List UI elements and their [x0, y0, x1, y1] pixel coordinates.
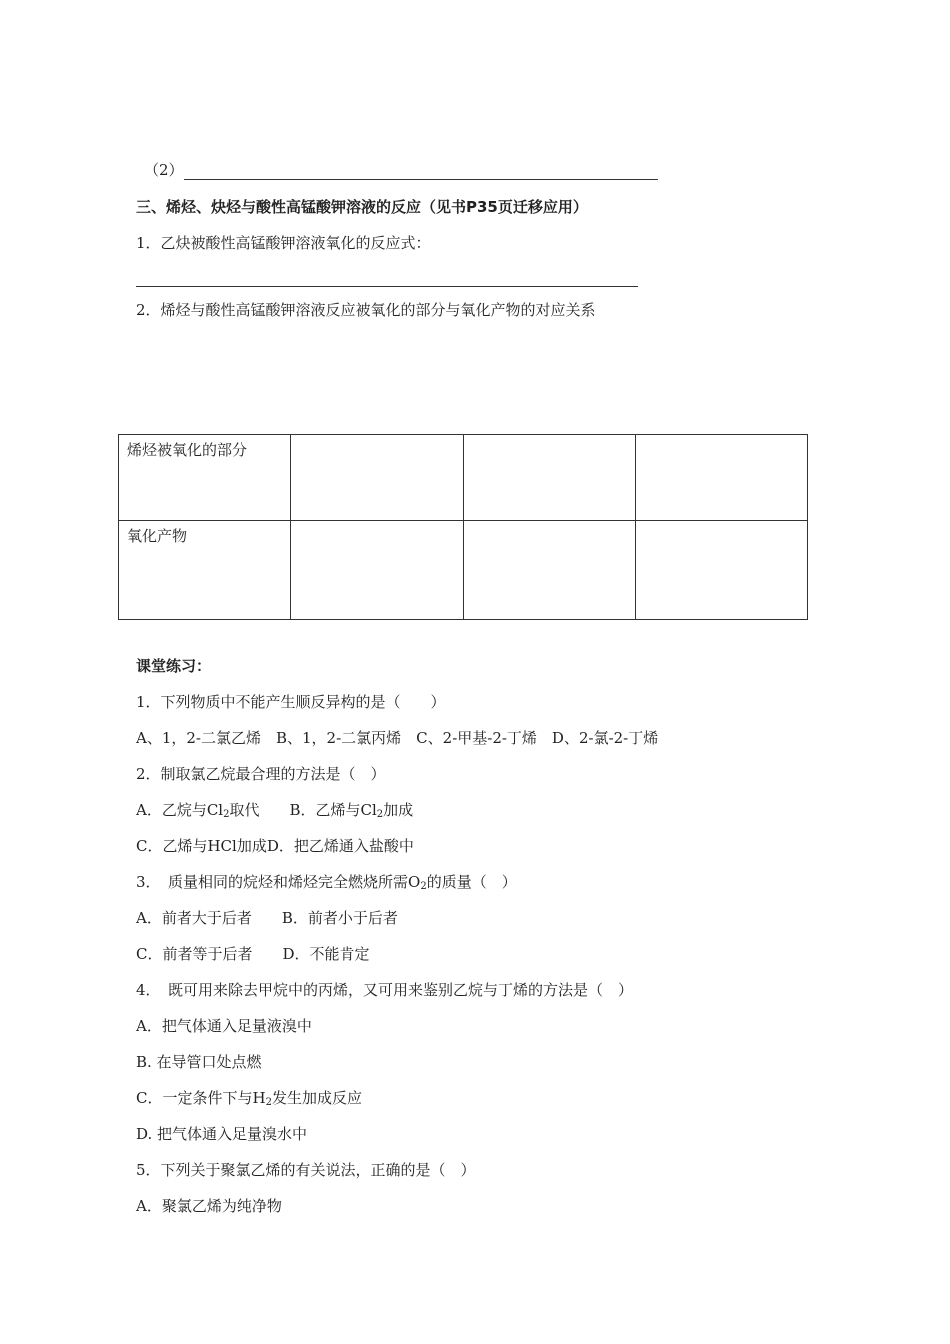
question-2-options-cd: C．乙烯与HCl加成D．把乙烯通入盐酸中	[136, 837, 414, 855]
answer-line	[136, 286, 638, 287]
option-text: 取代 B．乙烯与Cl	[229, 801, 377, 819]
question-1: 1．下列物质中不能产生顺反异构的是（ ）	[136, 693, 446, 711]
table-cell-empty	[291, 521, 463, 620]
question-text: 的质量（ ）	[426, 873, 517, 891]
table-cell-empty	[635, 521, 807, 620]
table-cell-empty	[291, 435, 463, 521]
question-4-option-b: B. 在导管口处点燃	[136, 1053, 262, 1071]
option-text: C．一定条件下与H	[136, 1089, 266, 1107]
table-row-label-oxidized-part: 烯烃被氧化的部分	[119, 435, 291, 521]
question-4-option-a: A．把气体通入足量液溴中	[136, 1017, 312, 1035]
section-3-heading: 三、烯烃、炔烃与酸性高锰酸钾溶液的反应（见书P35页迁移应用）	[136, 198, 588, 216]
question-4-option-c	[136, 1088, 362, 1113]
subscript: 2	[265, 1097, 272, 1108]
question-4: 4． 既可用来除去甲烷中的丙烯，又可用来鉴别乙烷与丁烯的方法是（ ）	[136, 981, 634, 999]
subscript: 2	[420, 881, 427, 892]
section-3-item-1: 1．乙炔被酸性高锰酸钾溶液氧化的反应式：	[136, 234, 431, 252]
question-2-options-ab	[136, 800, 413, 825]
question-text: 3． 质量相同的烷烃和烯烃完全燃烧所需O	[136, 873, 421, 891]
answer-blank	[184, 165, 658, 180]
oxidation-mapping-table	[118, 434, 808, 620]
section-3-item-2: 2．烯烃与酸性高锰酸钾溶液反应被氧化的部分与氧化产物的对应关系	[136, 301, 596, 319]
subscript: 2	[223, 809, 230, 820]
question-3	[136, 872, 517, 897]
table-cell-empty	[463, 435, 635, 521]
question-3-options-ab: A．前者大于后者 B．前者小于后者	[136, 909, 398, 927]
question-2-blank-line	[144, 160, 658, 180]
option-text: 加成	[383, 801, 414, 819]
question-2: 2．制取氯乙烷最合理的方法是（ ）	[136, 765, 386, 783]
option-text: 发生加成反应	[271, 1089, 362, 1107]
table-cell-empty	[635, 435, 807, 521]
table-row-label-product: 氧化产物	[119, 521, 291, 620]
subscript: 2	[376, 809, 384, 820]
question-1-options: A、1，2-二氯乙烯 B、1，2-二氯丙烯 C、2-甲基-2-丁烯 D、2-氯-2-丁烯	[136, 729, 659, 747]
question-4-option-d: D. 把气体通入足量溴水中	[136, 1125, 308, 1143]
table-cell-empty	[463, 521, 635, 620]
question-3-options-cd: C．前者等于后者 D．不能肯定	[136, 945, 370, 963]
option-text: A．乙烷与Cl	[136, 801, 224, 819]
practice-heading: 课堂练习：	[136, 657, 212, 675]
question-2-prefix: （2）	[144, 161, 184, 179]
question-5: 5．下列关于聚氯乙烯的有关说法，正确的是（ ）	[136, 1161, 476, 1179]
question-5-option-a: A．聚氯乙烯为纯净物	[136, 1197, 282, 1215]
